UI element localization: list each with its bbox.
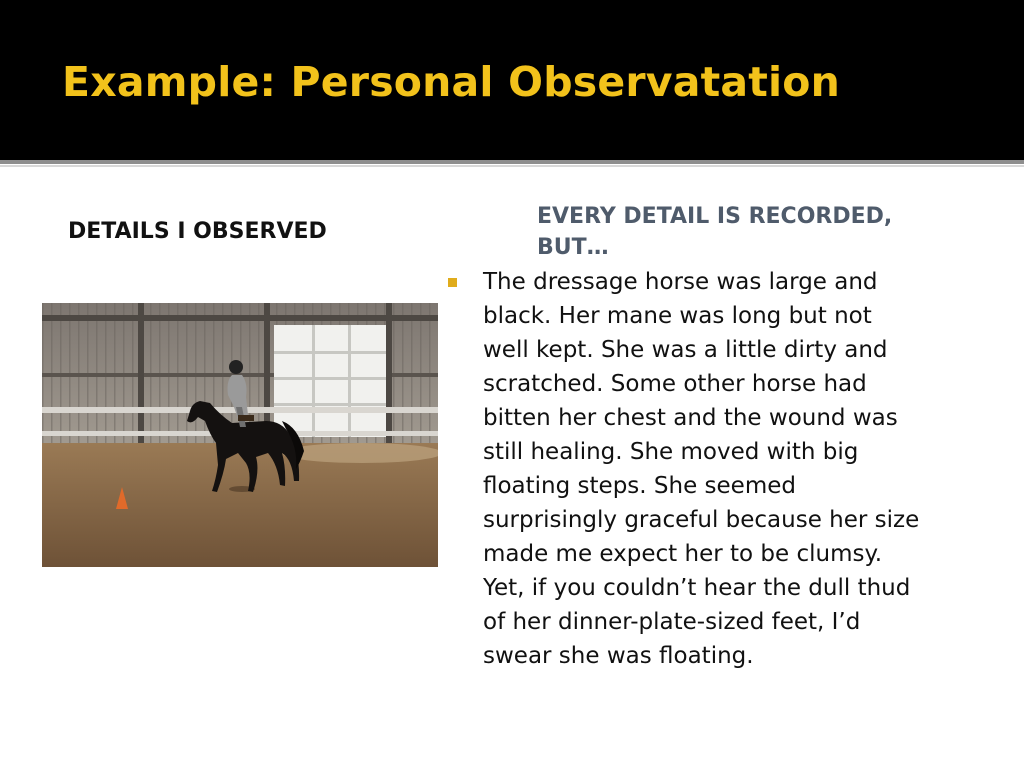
body-line: still healing. She moved with big xyxy=(483,439,859,465)
left-column-heading: DETAILS I OBSERVED xyxy=(68,219,327,244)
bullet-marker xyxy=(448,278,457,287)
right-heading-line: BUT… xyxy=(537,235,609,260)
body-line: The dressage horse was large and xyxy=(483,269,878,295)
body-line: made me expect her to be clumsy. xyxy=(483,541,883,567)
title-divider-light xyxy=(0,165,1024,167)
right-heading-line: EVERY DETAIL IS RECORDED, xyxy=(537,204,893,229)
body-line: Yet, if you couldn’t hear the dull thud xyxy=(483,575,911,601)
body-line: well kept. She was a little dirty and xyxy=(483,337,888,363)
observation-paragraph xyxy=(483,265,973,673)
title-divider xyxy=(0,160,1024,164)
body-line: swear she was floating. xyxy=(483,643,754,669)
body-line: floating steps. She seemed xyxy=(483,473,796,499)
body-line: surprisingly graceful because her size xyxy=(483,507,920,533)
body-line: bitten her chest and the wound was xyxy=(483,405,898,431)
right-column-heading xyxy=(537,201,957,263)
slide-title: Example: Personal Observatation xyxy=(62,58,841,106)
body-line: black. Her mane was long but not xyxy=(483,303,872,329)
body-line: of her dinner-plate-sized feet, I’d xyxy=(483,609,861,635)
body-line: scratched. Some other horse had xyxy=(483,371,867,397)
horse-riding-photo xyxy=(42,303,438,567)
